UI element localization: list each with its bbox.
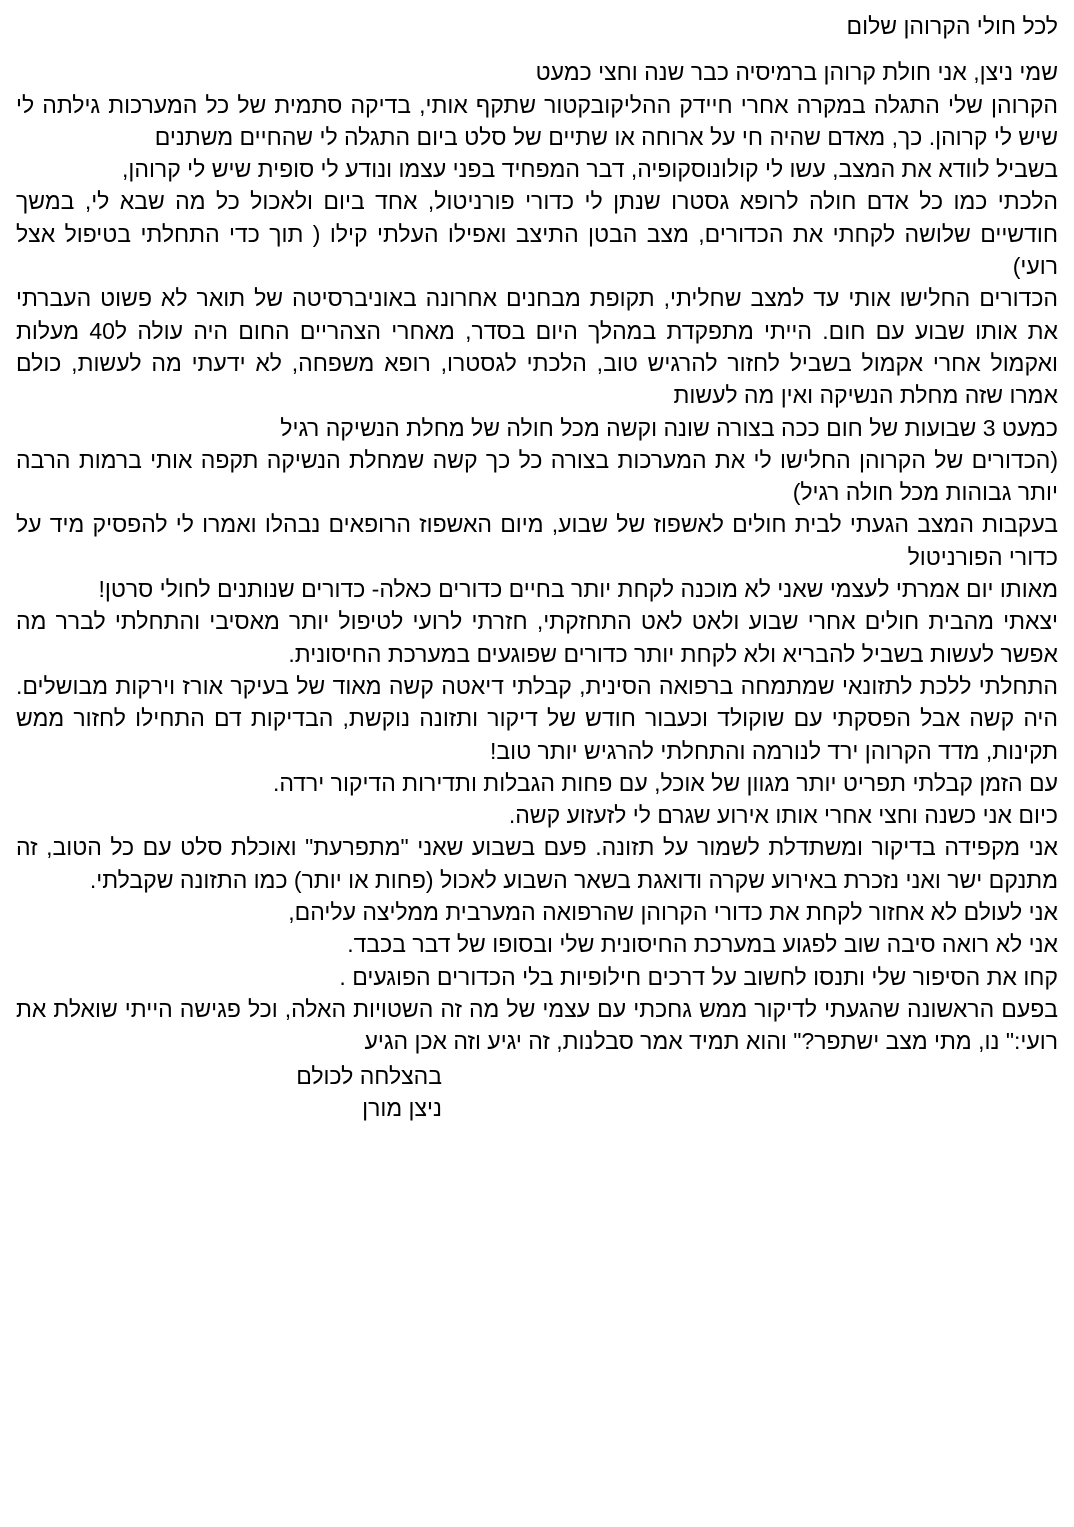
- paragraph: הלכתי כמו כל אדם חולה לרופא גסטרו שנתן לי כדורי פורניטול, אחד ביום ולאכול כל מה שבא לי, במשך חודשיים שלושה לקחתי את הכדורים, מצב הבטן התיצב ואפילו העלתי קילו ( תוך כדי התחלתי בטיפול אצל רועי): [16, 188, 1058, 280]
- letter-title: לכל חולי הקרוהן שלום: [846, 13, 1058, 39]
- closing-line: בהצלחה לכולם: [296, 1062, 442, 1089]
- paragraph: מאותו יום אמרתי לעצמי שאני לא מוכנה לקחת יותר בחיים כדורים כאלה- כדורים שנותנים לחולי סרטן!: [98, 576, 1058, 603]
- paragraph: קחו את הסיפור שלי ותנסו לחשוב על דרכים חילופיות בלי הכדורים הפוגעים .: [339, 963, 1058, 990]
- paragraph: כיום אני כשנה וחצי אחרי אותו אירוע שגרם לי לזעזוע קשה.: [508, 802, 1058, 829]
- paragraph: הכדורים החלישו אותי עד למצב שחליתי, תקופת מבחנים אחרונה באוניברסיטה של תואר לא פשוט העברתי את אותו שבוע עם חום. הייתי מתפקדת במהלך היום בסדר, מאחרי הצהריים החום היה עולה ל40 מעלות ואקמול אחרי אקמול בשביל לחזור להרגיש טוב, הלכתי לגסטרו, רופא משפחה, לא ידעתי מה לעשות, כולם אמרו שזה מחלת הנשיקה ואין מה לעשות: [16, 285, 1059, 409]
- paragraph: אני מקפידה בדיקור ומשתדלת לשמור על תזונה. פעם בשבוע שאני "מתפרעת" ואוכלת סלט עם כל הטוב, זה מתנקם ישר ואני נזכרת באירוע שקרה ודואגת בשאר השבוע לאכול (פחות או יותר) כמו התזונה שקבלתי.: [16, 834, 1058, 893]
- letter-body: [16, 56, 1058, 1057]
- paragraph: הקרוהן שלי התגלה במקרה אחרי חיידק ההליקובקטור שתקף אותי, בדיקה סתמית של כל המערכות גילתה לי שיש לי קרוהן. כך, מאדם שהיה חי על ארוחה או שתיים של סלט ביום התגלה לי שהחיים משתנים: [16, 91, 1058, 150]
- paragraph: בשביל לוודא את המצב, עשו לי קולונוסקופיה, דבר המפחיד בפני עצמו ונודע לי סופית שיש לי קרוהן,: [122, 156, 1058, 183]
- paragraph: יצאתי מהבית חולים אחרי שבוע ולאט לאט התחזקתי, חזרתי לרועי לטיפול יותר מאסיבי והתחלתי לברר מה אפשר לעשות בשביל להבריא ולא לקחת יותר כדורים שפוגעים במערכת החיסונית.: [16, 608, 1058, 667]
- paragraph: כמעט 3 שבועות של חום ככה בצורה שונה וקשה מכל חולה של מחלת הנשיקה רגיל: [280, 414, 1058, 441]
- paragraph: אני לעולם לא אחזור לקחת את כדורי הקרוהן שהרפואה המערבית ממליצה עליהם,: [288, 899, 1058, 926]
- paragraph: התחלתי ללכת לתזונאי שמתמחה ברפואה הסינית, קבלתי דיאטה קשה מאוד של בעיקר אורז וירקות מבושלים. היה קשה אבל הפסקתי עם שוקולד וכעבור חודש של דיקור ותזונה נוקשת, הבדיקות דם התחילו לחזור ממש תקינות, מדד הקרוהן ירד לנורמה והתחלתי להרגיש יותר טוב!: [16, 672, 1058, 764]
- paragraph: שמי ניצן, אני חולת קרוהן ברמיסיה כבר שנה וחצי כמעט: [535, 59, 1058, 86]
- paragraph: עם הזמן קבלתי תפריט יותר מגוון של אוכל, עם פחות הגבלות ותדירות הדיקור ירדה.: [272, 769, 1058, 796]
- signature-block: [16, 1060, 1058, 1125]
- paragraph: בפעם הראשונה שהגעתי לדיקור ממש גחכתי עם עצמי של מה זה השטויות האלה, וכל פגישה הייתי שואלת את רועי:" נו, מתי מצב ישתפר?" והוא תמיד אמר סבלנות, זה יגיע וזה אכן הגיע: [16, 995, 1058, 1055]
- paragraph: (הכדורים של הקרוהן החלישו לי את המערכות בצורה כל כך קשה שמחלת הנשיקה תקפה אותי ברמות הרבה יותר גבוהות מכל חולה רגיל): [16, 446, 1058, 506]
- signature-name: ניצן מורן: [362, 1094, 442, 1121]
- paragraph: אני לא רואה סיבה שוב לפגוע במערכת החיסונית שלי ובסופו של דבר בכבד.: [347, 931, 1058, 958]
- paragraph: בעקבות המצב הגעתי לבית חולים לאשפוז של שבוע, מיום האשפוז הרופאים נבהלו ואמרו לי להפסיק מיד על כדורי הפורניטול: [16, 511, 1058, 570]
